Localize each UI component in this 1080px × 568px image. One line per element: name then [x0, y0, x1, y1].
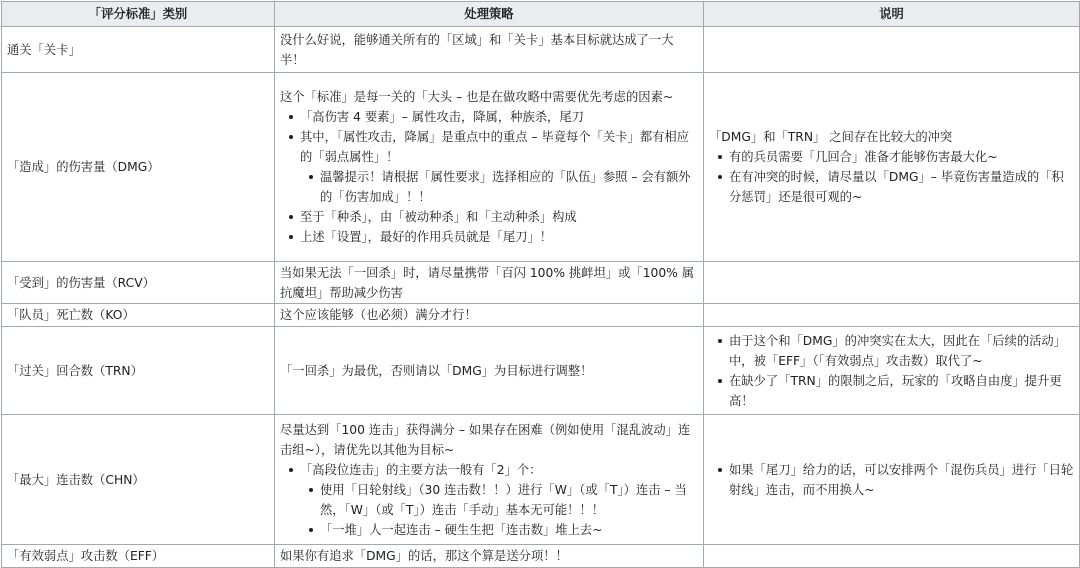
category-cell: 「最大」连击数（CHN）	[2, 415, 275, 545]
note-intro: 「DMG」和「TRN」 之间存在比较大的冲突	[709, 130, 953, 144]
table-row	[2, 327, 1080, 415]
list-item: 「一堆」人一起连击 – 硬生生把「连击数」堆上去~	[313, 520, 698, 540]
note-cell	[704, 262, 1080, 304]
note-list	[709, 331, 1074, 411]
list-item: 有的兵员需要「几回合」准备才能够伤害最大化~	[722, 147, 1074, 167]
strategy-sublist	[300, 480, 698, 540]
note-cell	[704, 304, 1080, 327]
strategy-intro: 这个「标准」是每一关的「大头 – 也是在做攻略中需要优先考虑的因素~	[280, 90, 674, 104]
note-cell	[704, 415, 1080, 545]
table-row	[2, 545, 1080, 568]
list-item: 至于「种杀」，由「被动种杀」和「主动种杀」构成	[293, 207, 698, 227]
category-cell: 「有效弱点」攻击数（EFF）	[2, 545, 275, 568]
list-item: 在有冲突的时候，请尽量以「DMG」– 毕竟伤害量造成的「积分惩罚」还是很可观的~	[722, 167, 1074, 207]
strategy-intro: 尽量达到「100 连击」获得满分 – 如果存在困难（例如使用「混乱波动」连击组~），请优先以其他为目标~	[280, 422, 691, 457]
note-cell	[704, 73, 1080, 262]
table-row	[2, 27, 1080, 73]
strategy-cell: 如果你有追求「DMG」的话，那这个算是送分项！！	[275, 545, 704, 568]
column-header-strategy[interactable]: 处理策略	[275, 2, 704, 27]
strategy-cell	[275, 73, 704, 262]
list-item: 其中，「属性攻击，降属」是重点中的重点 – 毕竟每个「关卡」都有相应的「弱点属性」！ 温馨提示！请根据「属性要求」选择相应的「队伍」参照 – 会有额外的「伤害加成」！！	[293, 127, 698, 207]
table-row	[2, 304, 1080, 327]
table-row	[2, 73, 1080, 262]
list-item: 使用「日轮射线」（30 连击数！！）进行「W」（或「T」）连击 – 当然，「W」（或「T」）连击「手动」基本无可能！！！	[313, 480, 698, 520]
category-cell: 通关「关卡」	[2, 27, 275, 73]
list-item: 如果「尾刀」给力的话，可以安排两个「混伤兵员」进行「日轮射线」连击，而不用换人~	[722, 460, 1074, 500]
note-list	[709, 460, 1074, 500]
category-cell: 「队员」死亡数（KO）	[2, 304, 275, 327]
scoring-table	[1, 1, 1080, 568]
list-item: 温馨提示！请根据「属性要求」选择相应的「队伍」参照 – 会有额外的「伤害加成」！！	[313, 167, 698, 207]
note-cell	[704, 545, 1080, 568]
strategy-cell: 「一回杀」为最优，否则请以「DMG」为目标进行调整！	[275, 327, 704, 415]
header-row	[2, 2, 1080, 27]
column-header-note[interactable]: 说明	[704, 2, 1080, 27]
strategy-cell: 当如果无法「一回杀」时，请尽量携带「百闪 100% 挑衅坦」或「100% 属抗魔坦」帮助减少伤害	[275, 262, 704, 304]
list-item: 「高段位连击」的主要方法一般有「2」个： 使用「日轮射线」（30 连击数！！）进行「W」（或「T」）连击 – 当然，「W」（或「T」）连击「手动」基本无可能！！！ 「一堆」人一起连击 – 硬生生把「连击数」堆上去~	[293, 460, 698, 540]
note-list	[709, 147, 1074, 207]
category-cell: 「过关」回合数（TRN）	[2, 327, 275, 415]
strategy-list	[280, 460, 698, 540]
category-cell: 「造成」的伤害量（DMG）	[2, 73, 275, 262]
table-row	[2, 415, 1080, 545]
note-cell	[704, 27, 1080, 73]
column-header-category[interactable]: 「评分标准」类别	[2, 2, 275, 27]
category-cell: 「受到」的伤害量（RCV）	[2, 262, 275, 304]
list-item: 在缺少了「TRN」的限制之后，玩家的「攻略自由度」提升更高！	[722, 371, 1074, 411]
list-item: 上述「设置」，最好的作用兵员就是「尾刀」！	[293, 227, 698, 247]
table-row	[2, 262, 1080, 304]
strategy-sublist	[300, 167, 698, 207]
list-item: 「高伤害 4 要素」– 属性攻击，降属，种族杀，尾刀	[293, 107, 698, 127]
strategy-cell: 这个应该能够（也必须）满分才行！	[275, 304, 704, 327]
strategy-list	[280, 107, 698, 247]
strategy-cell	[275, 415, 704, 545]
note-cell	[704, 327, 1080, 415]
list-item: 由于这个和「DMG」的冲突实在太大，因此在「后续的活动」中，被「EFF」（「有效弱点」攻击数）取代了~	[722, 331, 1074, 371]
strategy-cell: 没什么好说，能够通关所有的「区域」和「关卡」基本目标就达成了一大半！	[275, 27, 704, 73]
